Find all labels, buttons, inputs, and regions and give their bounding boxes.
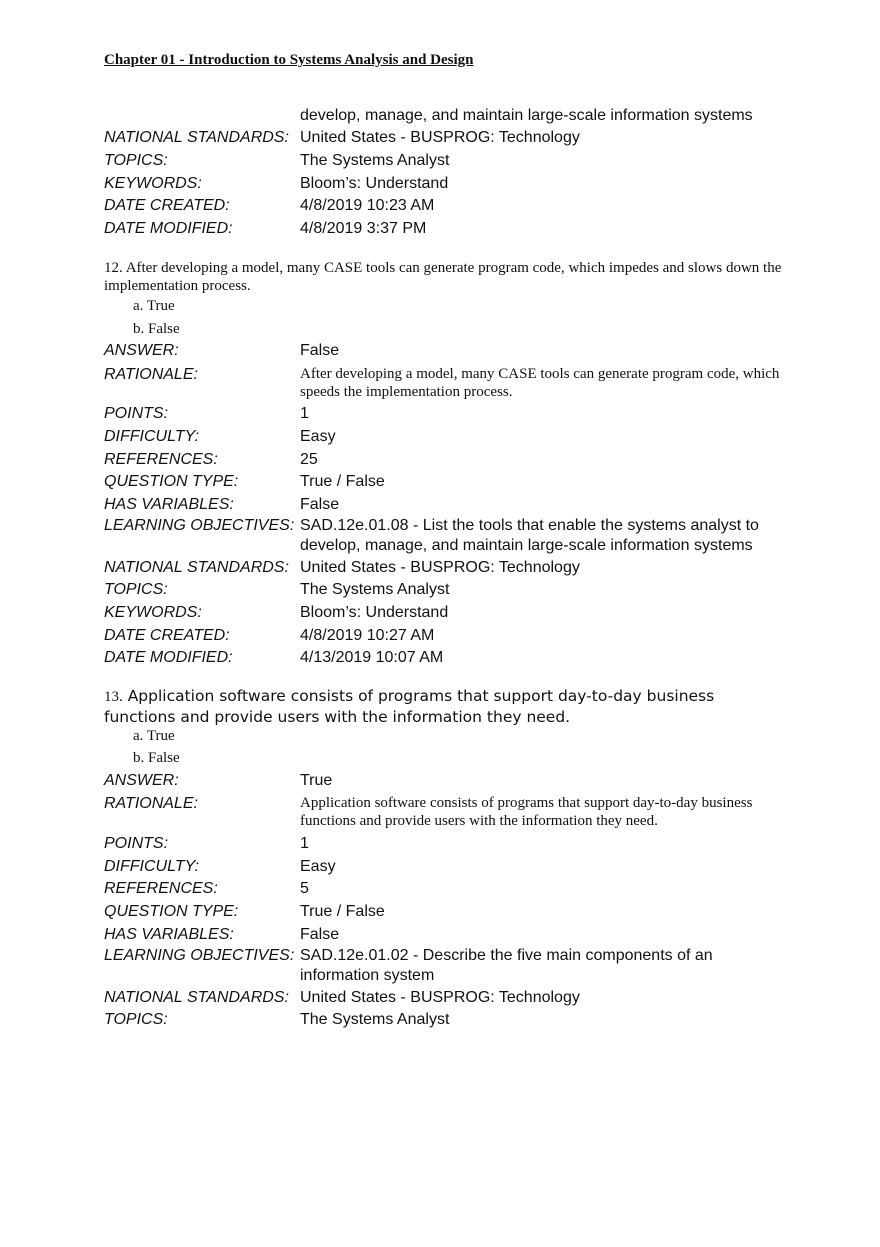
prev-topics-row [104, 151, 784, 171]
q13-difficulty-value: Easy [300, 858, 336, 875]
keywords-label: KEYWORDS: [104, 175, 202, 192]
question-12-number: 12. [104, 260, 123, 276]
prev-objective-continuation-row [104, 106, 784, 126]
q12-national-standards-value: United States - BUSPROG: Technology [300, 559, 580, 576]
q12-learning-objectives-value: SAD.12e.01.08 - List the tools that enable the systems analyst to develop, manage, and maintain large-scale information systems [300, 517, 759, 554]
q12-topics-value: The Systems Analyst [300, 581, 450, 598]
prev-keywords-row [104, 174, 784, 194]
question-13-choice-a: a. True [133, 728, 175, 744]
q13-has-variables-value: False [300, 926, 340, 943]
q13-rationale-row [104, 794, 784, 832]
q13-question-type-row [104, 902, 784, 922]
q13-national-standards-row [104, 988, 784, 1008]
q13-answer-value: True [300, 772, 333, 789]
answer-label: ANSWER: [104, 342, 179, 359]
date-modified-label: DATE MODIFIED: [104, 220, 233, 237]
q12-references-row [104, 450, 784, 470]
question-12-text: After developing a model, many CASE tools can generate program code, which impedes and slows down the implementation process. [104, 260, 782, 294]
q13-topics-value: The Systems Analyst [300, 1011, 450, 1028]
prev-date-created-row [104, 196, 784, 216]
q12-topics-row [104, 580, 784, 600]
national-standards-label: NATIONAL STANDARDS: [104, 989, 289, 1006]
question-13-number: 13. [104, 689, 123, 705]
answer-label: ANSWER: [104, 772, 179, 789]
q13-question-type-value: True / False [300, 903, 385, 920]
topics-label: TOPICS: [104, 581, 168, 598]
question-type-label: QUESTION TYPE: [104, 473, 239, 490]
q12-answer-value: False [300, 342, 340, 359]
prev-date-modified-row [104, 219, 784, 239]
q12-difficulty-value: Easy [300, 428, 336, 445]
q13-learning-objectives-value: SAD.12e.01.02 - Describe the five main components of an information system [300, 947, 713, 984]
rationale-label: RATIONALE: [104, 795, 198, 812]
topics-label: TOPICS: [104, 152, 168, 169]
q12-national-standards-row [104, 558, 784, 578]
q12-difficulty-row [104, 427, 784, 447]
question-12-choice-a: a. True [133, 298, 175, 314]
prev-objective-continuation: develop, manage, and maintain large-scale information systems [300, 107, 753, 124]
has-variables-label: HAS VARIABLES: [104, 496, 234, 513]
q12-rationale-row [104, 365, 784, 403]
topics-label: TOPICS: [104, 1011, 168, 1028]
references-label: REFERENCES: [104, 451, 218, 468]
date-created-label: DATE CREATED: [104, 197, 230, 214]
q13-references-value: 5 [300, 880, 309, 897]
q12-date-created-row [104, 626, 784, 646]
points-label: POINTS: [104, 405, 169, 422]
date-created-label: DATE CREATED: [104, 627, 230, 644]
references-label: REFERENCES: [104, 880, 218, 897]
q12-keywords-row [104, 603, 784, 623]
q12-date-modified-value: 4/13/2019 10:07 AM [300, 649, 444, 666]
prev-date-created-value: 4/8/2019 10:23 AM [300, 197, 435, 214]
q12-rationale-value: After developing a model, many CASE tools can generate program code, which speeds the implementation process. [300, 366, 780, 400]
q13-points-row [104, 834, 784, 854]
question-12 [104, 259, 784, 295]
has-variables-label: HAS VARIABLES: [104, 926, 234, 943]
national-standards-label: NATIONAL STANDARDS: [104, 129, 289, 146]
question-13-choice-b: b. False [133, 750, 180, 766]
q13-answer-row [104, 771, 784, 791]
q12-date-created-value: 4/8/2019 10:27 AM [300, 627, 435, 644]
q12-date-modified-row [104, 648, 784, 668]
national-standards-label: NATIONAL STANDARDS: [104, 559, 289, 576]
difficulty-label: DIFFICULTY: [104, 428, 200, 445]
prev-national-standards-value: United States - BUSPROG: Technology [300, 129, 580, 146]
q13-points-value: 1 [300, 835, 309, 852]
prev-national-standards-row [104, 128, 784, 148]
q12-answer-row [104, 341, 784, 361]
points-label: POINTS: [104, 835, 169, 852]
date-modified-label: DATE MODIFIED: [104, 649, 233, 666]
q12-question-type-row [104, 472, 784, 492]
q12-keywords-value: Bloom’s: Understand [300, 604, 449, 621]
q12-learning-objectives-row [104, 516, 784, 556]
q12-has-variables-row [104, 495, 784, 515]
q12-question-type-value: True / False [300, 473, 385, 490]
q13-topics-row [104, 1010, 784, 1030]
q13-rationale-value: Application software consists of programs that support day-to-day business functions and provide users with the information they need. [300, 795, 753, 829]
q12-points-value: 1 [300, 405, 309, 422]
difficulty-label: DIFFICULTY: [104, 858, 200, 875]
q13-learning-objectives-row [104, 946, 784, 986]
q13-references-row [104, 879, 784, 899]
question-12-choice-b: b. False [133, 321, 180, 337]
keywords-label: KEYWORDS: [104, 604, 202, 621]
question-13-text: Application software consists of programs that support day-to-day business functions and provide users with the information they need. [104, 687, 715, 726]
prev-date-modified-value: 4/8/2019 3:37 PM [300, 220, 427, 237]
q13-national-standards-value: United States - BUSPROG: Technology [300, 989, 580, 1006]
prev-keywords-value: Bloom’s: Understand [300, 175, 449, 192]
q12-references-value: 25 [300, 451, 318, 468]
q13-difficulty-row [104, 857, 784, 877]
chapter-title: Chapter 01 - Introduction to Systems Analysis and Design [104, 52, 474, 68]
learning-objectives-label: LEARNING OBJECTIVES: [104, 517, 295, 534]
q12-has-variables-value: False [300, 496, 340, 513]
prev-topics-value: The Systems Analyst [300, 152, 450, 169]
rationale-label: RATIONALE: [104, 366, 198, 383]
question-13 [104, 686, 784, 727]
q12-points-row [104, 404, 784, 424]
q13-has-variables-row [104, 925, 784, 945]
learning-objectives-label: LEARNING OBJECTIVES: [104, 947, 295, 964]
question-type-label: QUESTION TYPE: [104, 903, 239, 920]
